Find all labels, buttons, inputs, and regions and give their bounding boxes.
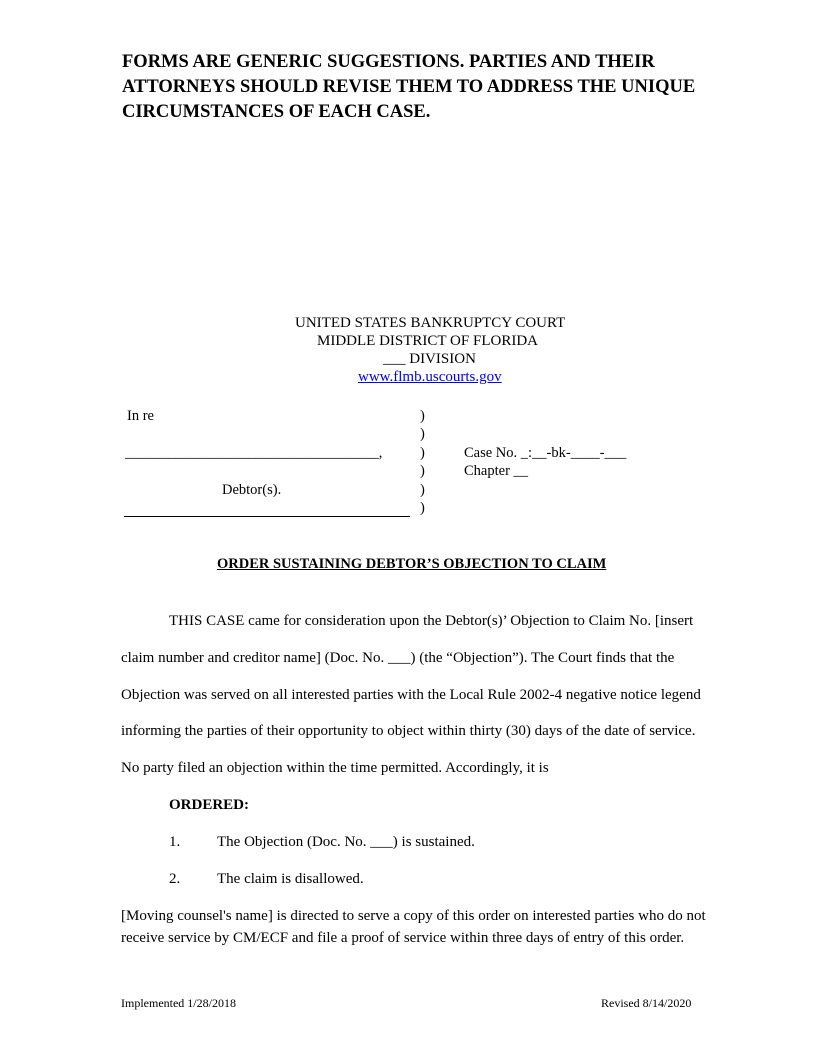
caption-paren: ) bbox=[420, 482, 425, 498]
caption-debtor-label: Debtor(s). bbox=[222, 482, 282, 498]
order-paragraph-line: THIS CASE came for consideration upon the Debtor(s)’ Objection to Claim No. [insert bbox=[169, 613, 694, 629]
caption-paren: ) bbox=[420, 426, 425, 442]
order-paragraph-line: informing the parties of their opportunity to object within thirty (30) days of the date of service. bbox=[121, 723, 696, 739]
ordered-item-text: The Objection (Doc. No. ___) is sustained. bbox=[217, 834, 475, 850]
court-division: ___ DIVISION bbox=[383, 351, 476, 367]
caption-paren: ) bbox=[420, 500, 425, 516]
court-name: UNITED STATES BANKRUPTCY COURT bbox=[295, 315, 566, 331]
disclaimer-line: FORMS ARE GENERIC SUGGESTIONS. PARTIES AND THEIR bbox=[122, 52, 655, 72]
order-paragraph-line: No party filed an objection within the time permitted. Accordingly, it is bbox=[121, 760, 549, 776]
caption-debtor-blank: ___________________________________, bbox=[125, 445, 383, 461]
footer-revised-date: Revised 8/14/2020 bbox=[601, 996, 692, 1010]
ordered-item-number: 1. bbox=[169, 834, 181, 850]
caption-chapter: Chapter __ bbox=[464, 463, 529, 479]
caption-case-number: Case No. _:__-bk-____-___ bbox=[464, 445, 627, 461]
service-paragraph-line: [Moving counsel's name] is directed to serve a copy of this order on interested parties who do not bbox=[121, 908, 706, 924]
order-paragraph-line: claim number and creditor name] (Doc. No. ___) (the “Objection”). The Court finds that the bbox=[121, 650, 675, 666]
court-website-link[interactable]: www.flmb.uscourts.gov bbox=[358, 369, 502, 385]
disclaimer-line: ATTORNEYS SHOULD REVISE THEM TO ADDRESS THE UNIQUE bbox=[122, 77, 696, 97]
caption-paren: ) bbox=[420, 408, 425, 424]
disclaimer-line: CIRCUMSTANCES OF EACH CASE. bbox=[122, 102, 431, 122]
ordered-item-number: 2. bbox=[169, 871, 181, 887]
order-paragraph-line: Objection was served on all interested parties with the Local Rule 2002-4 negative notice legend bbox=[121, 687, 701, 703]
service-paragraph-line: receive service by CM/ECF and file a proof of service within three days of entry of this order. bbox=[121, 930, 685, 946]
order-title: ORDER SUSTAINING DEBTOR’S OBJECTION TO CLAIM bbox=[217, 556, 607, 572]
caption-in-re: In re bbox=[127, 408, 154, 424]
disclaimer-notice bbox=[122, 50, 762, 125]
caption-paren: ) bbox=[420, 463, 425, 479]
footer-implemented-date: Implemented 1/28/2018 bbox=[121, 996, 236, 1010]
court-district: MIDDLE DISTRICT OF FLORIDA bbox=[317, 333, 538, 349]
ordered-label: ORDERED: bbox=[169, 797, 250, 813]
caption-paren: ) bbox=[420, 445, 425, 461]
ordered-item-text: The claim is disallowed. bbox=[217, 871, 364, 887]
caption-signature-line bbox=[124, 516, 410, 517]
